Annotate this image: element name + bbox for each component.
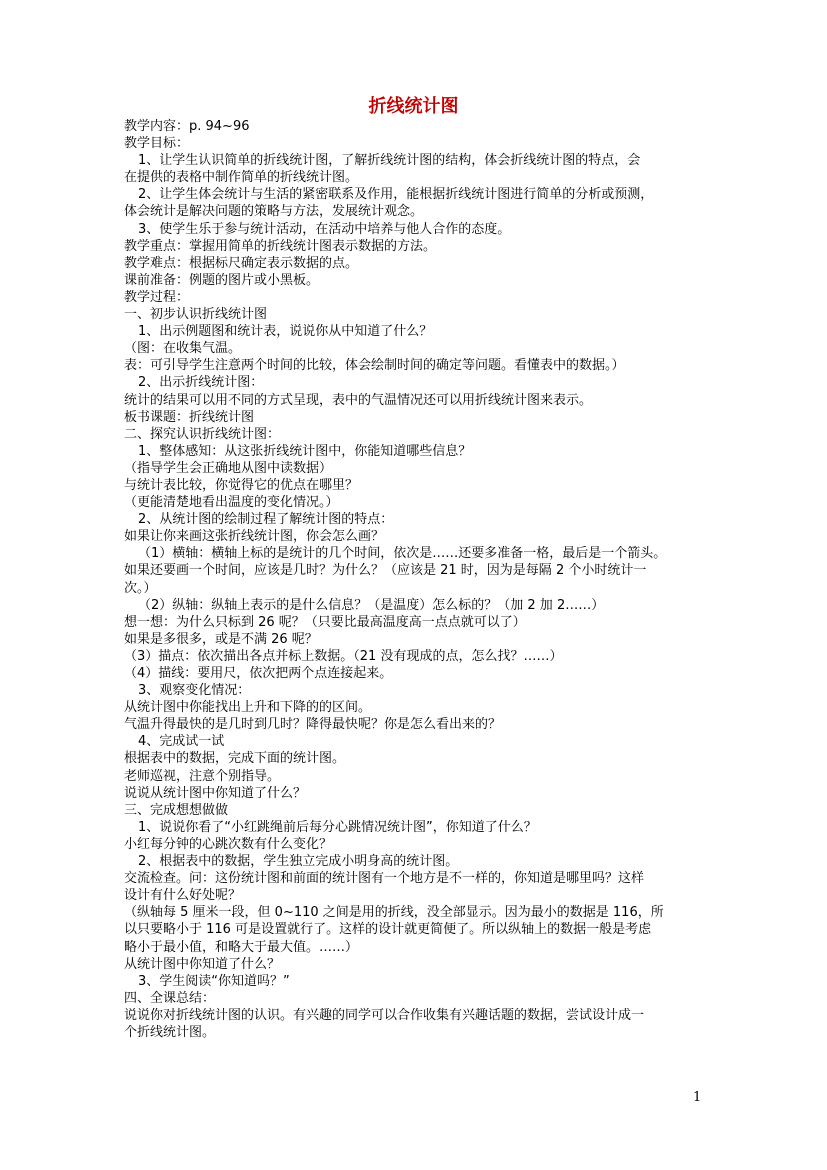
text-line: 次。） bbox=[124, 580, 157, 596]
text-line: 气温升得最快的是几时到几时？降得最快呢？你是怎么看出来的？ bbox=[124, 717, 502, 733]
document-body bbox=[124, 118, 706, 1041]
text-line: 教学重点：掌握用简单的折线统计图表示数据的方法。 bbox=[124, 238, 437, 254]
text-line: （2）纵轴：纵轴上表示的是什么信息？（是温度）怎么标的？（加 2 加 2……） bbox=[138, 597, 605, 613]
text-line: 表：可引导学生注意两个时间的比较，体会绘制时间的确定等问题。看懂表中的数据。） bbox=[124, 358, 625, 374]
text-line: 1、出示例题图和统计表，说说你从中知道了什么？ bbox=[138, 324, 433, 340]
text-line: 如果是多很多，或是不满 26 呢？ bbox=[124, 631, 318, 647]
text-line: 四、全课总结： bbox=[124, 990, 216, 1006]
text-line: 教学难点：根据标尺确定表示数据的点。 bbox=[124, 255, 359, 271]
text-line: 体会统计是解决问题的策略与方法，发展统计观念。 bbox=[124, 204, 424, 220]
text-line: 1、整体感知：从这张折线统计图中，你能知道哪些信息？ bbox=[138, 443, 472, 459]
text-line: （指导学生会正确地从图中读数据） bbox=[124, 460, 333, 476]
text-line: （1）横轴：横轴上标的是统计的几个时间，依次是……还要多准备一格，最后是一个箭头。 bbox=[138, 546, 667, 562]
text-line: 2、出示折线统计图： bbox=[138, 375, 264, 391]
document-title: 折线统计图 bbox=[368, 96, 459, 117]
text-line: 想一想：为什么只标到 26 呢？（只要比最高温度高一点点就可以了） bbox=[124, 614, 526, 630]
text-line: 说说你对折线统计图的认识。有兴趣的同学可以合作收集有兴趣话题的数据，尝试设计成一 bbox=[124, 1007, 645, 1023]
text-line: 教学过程： bbox=[124, 289, 190, 305]
text-line: 2、根据表中的数据，学生独立完成小明身高的统计图。 bbox=[138, 854, 459, 870]
text-line: （更能清楚地看出温度的变化情况。） bbox=[124, 495, 339, 511]
text-line: 根据表中的数据，完成下面的统计图。 bbox=[124, 751, 346, 767]
text-line: 1、让学生认识简单的折线统计图，了解折线统计图的结构，体会折线统计图的特点，会 bbox=[138, 153, 641, 169]
text-line: 个折线统计图。 bbox=[124, 1024, 216, 1040]
text-line: 在提供的表格中制作简单的折线统计图。 bbox=[124, 170, 359, 186]
text-line: 说说从统计图中你知道了什么？ bbox=[124, 785, 307, 801]
text-line: 1、说说你看了“小红跳绳前后每分心跳情况统计图”，你知道了什么？ bbox=[138, 819, 537, 835]
text-line: 一、初步认识折线统计图 bbox=[124, 307, 268, 323]
text-line: 3、观察变化情况： bbox=[138, 683, 251, 699]
text-line: 如果让你来画这张折线统计图，你会怎么画？ bbox=[124, 529, 385, 545]
text-line: 3、使学生乐于参与统计活动，在活动中培养与他人合作的态度。 bbox=[138, 221, 511, 237]
text-line: 如果还要画一个时间，应该是几时？为什么？（应该是 21 时，因为是每隔 2 个小时统计一 bbox=[124, 563, 647, 579]
text-line: 2、让学生体会统计与生活的紧密联系及作用，能根据折线统计图进行简单的分析或预测， bbox=[138, 187, 654, 203]
text-line: 4、完成试一试 bbox=[138, 734, 225, 750]
text-line: 教学内容：p. 94~96 bbox=[124, 119, 250, 134]
text-line: 板书课题：折线统计图 bbox=[124, 409, 255, 425]
text-line: 略小于最小值，和略大于最大值。……） bbox=[124, 939, 359, 955]
text-line: 二、探究认识折线统计图： bbox=[124, 426, 281, 442]
text-line: 设计有什么好处呢？ bbox=[124, 888, 242, 904]
text-line: 3、学生阅读“你知道吗？” bbox=[138, 973, 290, 989]
text-line: （图：在收集气温。 bbox=[124, 341, 242, 357]
text-line: （纵轴每 5 厘米一段，但 0~110 之间是用的折线，没全部显示。因为最小的数据是 116，所 bbox=[124, 905, 664, 921]
text-line: 三、完成想想做做 bbox=[124, 802, 229, 818]
text-line: 交流检查。问：这份统计图和前面的统计图有一个地方是不一样的，你知道是哪里吗？这样 bbox=[124, 871, 645, 887]
text-line: 教学目标： bbox=[124, 136, 190, 152]
text-line: 课前准备：例题的图片或小黑板。 bbox=[124, 272, 320, 288]
text-line: 老师巡视，注意个别指导。 bbox=[124, 768, 281, 784]
text-line: 小红每分钟的心跳次数有什么变化？ bbox=[124, 836, 333, 852]
text-line: 以只要略小于 116 可是设置就行了。这样的设计就更简便了。所以纵轴上的数据一般是考虑 bbox=[124, 922, 652, 938]
text-line: 从统计图中你能找出上升和下降的的区间。 bbox=[124, 700, 372, 716]
page-number: 1 bbox=[693, 1090, 702, 1105]
text-line: （4）描线：要用尺，依次把两个点连接起来。 bbox=[124, 666, 393, 681]
text-line: （3）描点：依次描出各点并标上数据。（21 没有现成的点，怎么找？……） bbox=[124, 648, 563, 664]
text-line: 2、从统计图的绘制过程了解统计图的特点： bbox=[138, 512, 394, 528]
text-line: 从统计图中你知道了什么？ bbox=[124, 956, 281, 972]
text-line: 统计的结果可以用不同的方式呈现，表中的气温情况还可以用折线统计图来表示。 bbox=[124, 392, 593, 408]
text-line: 与统计表比较，你觉得它的优点在哪里？ bbox=[124, 477, 359, 493]
